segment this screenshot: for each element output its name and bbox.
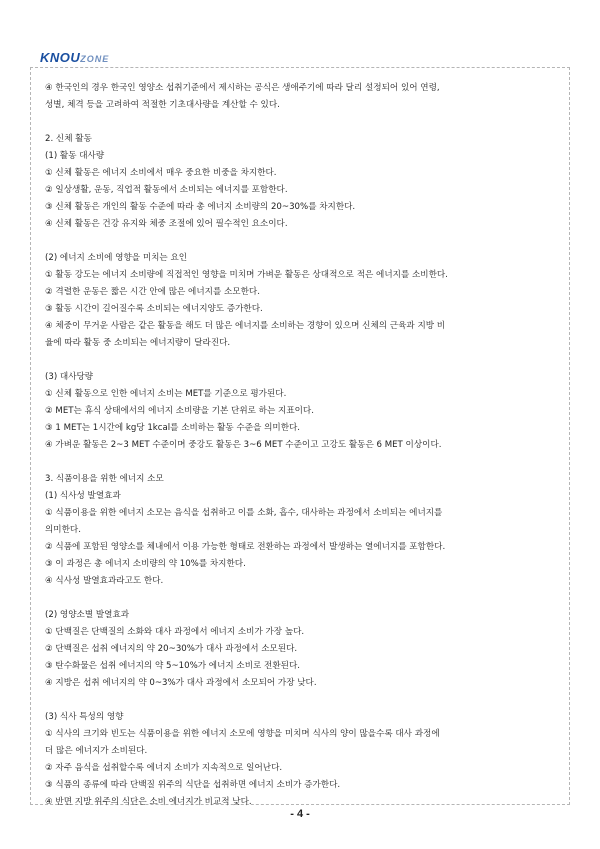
list-item: ④ 가벼운 활동은 2~3 MET 수준이며 중강도 활동은 3~6 MET 수준이고 고강도 활동은 6 MET 이상이다. <box>45 440 442 450</box>
list-item: ③ 신체 활동은 개인의 활동 수준에 따라 총 에너지 소비량의 20~30%를 차지한다. <box>45 202 356 212</box>
list-item: ① 활동 강도는 에너지 소비량에 직접적인 영향을 미치며 가벼운 활동은 상대적으로 적은 에너지를 소비한다. <box>45 270 448 280</box>
section-heading: 2. 신체 활동 <box>45 134 92 144</box>
list-item: ② 일상생활, 운동, 직업적 활동에서 소비되는 에너지를 포함한다. <box>45 185 288 195</box>
list-item: ② MET는 휴식 상태에서의 에너지 소비량을 기본 단위로 하는 지표이다. <box>45 406 314 416</box>
list-item: 율에 따라 활동 중 소비되는 에너지량이 달라진다. <box>45 338 231 348</box>
list-item: ④ 지방은 섭취 에너지의 약 0~3%가 대사 과정에서 소모되어 가장 낮다. <box>45 678 317 688</box>
list-item: ③ 1 MET는 1시간에 kg당 1kcal를 소비하는 활동 수준을 의미한다. <box>45 423 301 433</box>
list-item: ① 신체 활동은 에너지 소비에서 매우 중요한 비중을 차지한다. <box>45 168 277 178</box>
subsection-heading: (1) 활동 대사량 <box>45 151 105 161</box>
subsection-heading: (2) 에너지 소비에 영향을 미치는 요인 <box>45 253 188 263</box>
list-item: ② 자주 음식을 섭취할수록 에너지 소비가 지속적으로 일어난다. <box>45 763 283 773</box>
list-item: ③ 식품의 종류에 따라 단백질 위주의 식단을 섭취하면 에너지 소비가 증가한다. <box>45 780 341 790</box>
list-item: ① 단백질은 단백질의 소화와 대사 과정에서 에너지 소비가 가장 높다. <box>45 627 305 637</box>
text-line: 성별, 체격 등을 고려하여 적절한 기초대사량을 계산할 수 있다. <box>45 100 280 110</box>
list-item: 더 많은 에너지가 소비된다. <box>45 746 148 756</box>
knouzone-logo <box>40 50 109 65</box>
list-item: ④ 체중이 무거운 사람은 같은 활동을 해도 더 많은 에너지를 소비하는 경향이 있으며 신체의 근육과 지방 비 <box>45 321 446 331</box>
list-item: ② 격렬한 운동은 짧은 시간 안에 많은 에너지를 소모한다. <box>45 287 260 297</box>
list-item: ④ 신체 활동은 건강 유지와 체중 조절에 있어 필수적인 요소이다. <box>45 219 288 229</box>
list-item: ② 식품에 포함된 영양소를 체내에서 이용 가능한 형태로 전환하는 과정에서 발생하는 열에너지를 포함한다. <box>45 542 446 552</box>
list-item: ③ 이 과정은 총 에너지 소비량의 약 10%를 차지한다. <box>45 559 246 569</box>
list-item: ③ 탄수화물은 섭취 에너지의 약 5~10%가 에너지 소비로 전환된다. <box>45 661 300 671</box>
subsection-heading: (3) 식사 특성의 영향 <box>45 712 124 722</box>
section-heading: 3. 식품이용을 위한 에너지 소모 <box>45 474 164 484</box>
logo-sub: ZONE <box>80 54 110 64</box>
subsection-heading: (2) 영양소별 발열효과 <box>45 610 130 620</box>
list-item: ① 식사의 크기와 빈도는 식품이용을 위한 에너지 소모에 영향을 미치며 식사의 양이 많을수록 대사 과정에 <box>45 729 440 739</box>
text-line: ④ 한국인의 경우 한국인 영양소 섭취기준에서 제시하는 공식은 생애주기에 따라 달리 설정되어 있어 연령, <box>45 83 440 93</box>
paragraph-bmr-formula <box>45 80 560 114</box>
list-item: ① 식품이용을 위한 에너지 소모는 음식을 섭취하고 이를 소화, 흡수, 대사하는 과정에서 소비되는 에너지를 <box>45 508 443 518</box>
subsection-heading: (1) 식사성 발열효과 <box>45 491 121 501</box>
list-item: ② 단백질은 섭취 에너지의 약 20~30%가 대사 과정에서 소모된다. <box>45 644 298 654</box>
page-number: - 4 - <box>290 808 310 820</box>
document-body <box>45 80 560 811</box>
list-item: ① 신체 활동으로 인한 에너지 소비는 MET를 기준으로 평가된다. <box>45 389 287 399</box>
list-item: 의미한다. <box>45 525 81 535</box>
list-item: ④ 반면 지방 위주의 식단은 소비 에너지가 비교적 낮다. <box>45 797 252 807</box>
list-item: ④ 식사성 발열효과라고도 한다. <box>45 576 164 586</box>
logo-main: KNOU <box>40 50 81 65</box>
subsection-heading: (3) 대사당량 <box>45 372 94 382</box>
list-item: ③ 활동 시간이 길어질수록 소비되는 에너지양도 증가한다. <box>45 304 263 314</box>
